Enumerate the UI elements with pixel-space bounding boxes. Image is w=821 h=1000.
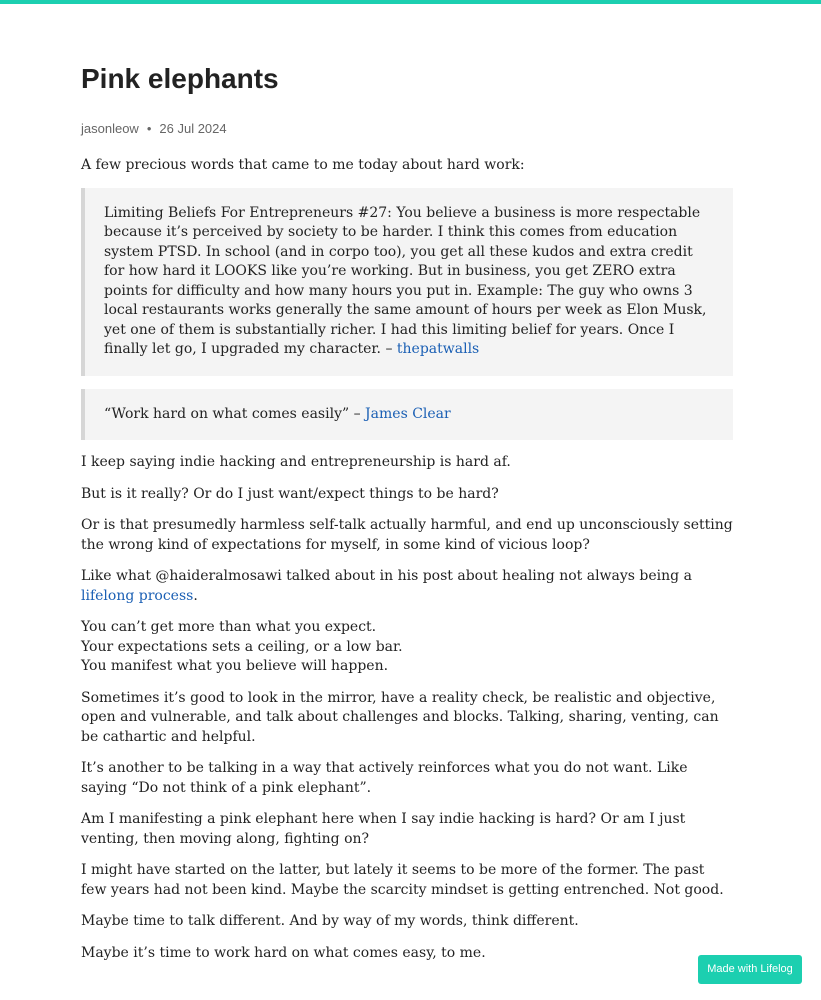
paragraph bbox=[81, 567, 733, 606]
post-body bbox=[81, 156, 733, 963]
paragraph: But is it really? Or do I just want/expect things to be hard? bbox=[81, 485, 499, 502]
paragraph: Maybe it’s time to work hard on what comes easy, to me. bbox=[81, 944, 486, 961]
post-title: Pink elephants bbox=[81, 63, 279, 94]
paragraph: It’s another to be talking in a way that actively reinforces what you do not want. Like saying “Do not think of a pink elephant”. bbox=[81, 760, 688, 796]
paragraph-line: You manifest what you believe will happen. bbox=[81, 658, 389, 674]
paragraph-line: You can’t get more than what you expect. bbox=[81, 619, 377, 635]
paragraph: Am I manifesting a pink elephant here when I say indie hacking is hard? Or am I just venting, then moving along, fighting on? bbox=[81, 811, 686, 847]
james-clear-link[interactable]: James Clear bbox=[365, 405, 451, 422]
paragraph: I keep saying indie hacking and entrepreneurship is hard af. bbox=[81, 454, 511, 470]
paragraph: Sometimes it’s good to look in the mirror, have a reality check, be realistic and objective, open and vulnerable, and talk about challenges and blocks. Talking, sharing, venting, can be cathartic and helpful. bbox=[81, 689, 719, 745]
thepatwalls-link[interactable]: thepatwalls bbox=[396, 341, 480, 357]
made-with-lifelog-button[interactable]: Made with Lifelog bbox=[698, 955, 802, 984]
blockquote-text: Limiting Beliefs For Entrepreneurs #27: You believe a business is more respectable because it’s perceived by society to be harder. I think this comes from education system PTSD. In school (and in corpo too), you get all these kudos and extra credit for how hard it LOOKS like you’re working. But in business, you get ZERO extra points for difficulty and how many hours you put in. Example: The guy who owns 3 local restaurants works generally the same amount of hours per week as Elon Musk, yet one of them is substantially richer. I had this limiting belief for years. Once I finally let go, I upgraded my character. – bbox=[104, 204, 707, 357]
paragraph-line: Your expectations sets a ceiling, or a low bar. bbox=[81, 638, 403, 655]
blockquote-limiting-beliefs bbox=[81, 188, 733, 376]
paragraph: I might have started on the latter, but lately it seems to be more of the former. The past few years had not been kind. Maybe the scarcity mindset is getting entrenched. Not good. bbox=[81, 862, 724, 898]
blockquote-paragraph bbox=[104, 405, 714, 425]
blockquote-paragraph bbox=[104, 204, 714, 360]
meta-separator: • bbox=[146, 121, 152, 136]
post-intro: A few precious words that came to me today about hard work: bbox=[81, 157, 525, 173]
top-accent-bar bbox=[0, 0, 821, 4]
paragraph-end: . bbox=[193, 587, 198, 604]
paragraph: Maybe time to talk different. And by way of my words, think different. bbox=[81, 913, 579, 929]
lifelong-process-link[interactable]: lifelong process bbox=[81, 587, 194, 604]
post-date: 26 Jul 2024 bbox=[159, 121, 227, 136]
paragraph: Or is that presumedly harmless self-talk actually harmful, and end up unconsciously setting the wrong kind of expectations for myself, in some kind of vicious loop? bbox=[81, 517, 733, 553]
blockquote-text: “Work hard on what comes easily” – bbox=[104, 405, 361, 422]
post-meta bbox=[81, 121, 227, 137]
paragraph bbox=[81, 618, 733, 677]
post-author[interactable]: jasonleow bbox=[81, 121, 139, 136]
blockquote-james-clear bbox=[81, 389, 733, 441]
paragraph-text: Like what @haideralmosawi talked about in his post about healing not always being a bbox=[81, 568, 692, 584]
